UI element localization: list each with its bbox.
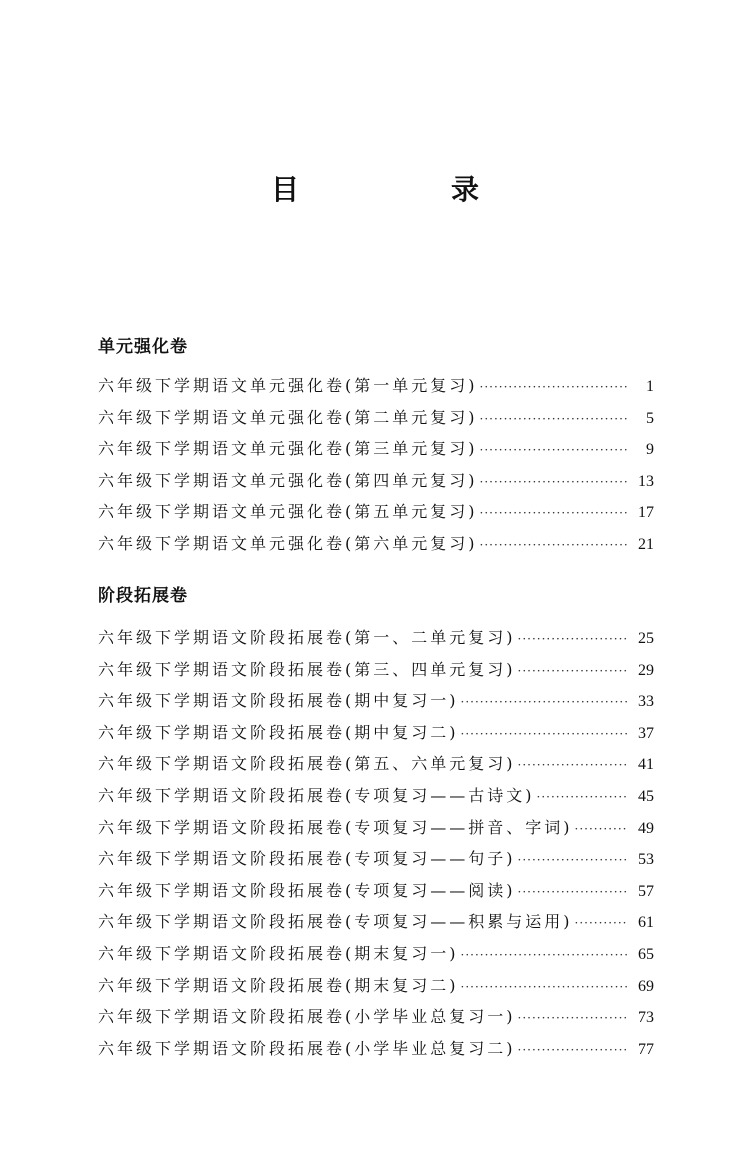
toc-entry-title: 六年级下学期语文阶段拓展卷(专项复习——拼音、字词) <box>98 817 573 837</box>
toc-entry[interactable] <box>98 685 654 717</box>
toc-entry[interactable] <box>98 1001 654 1033</box>
toc-entry[interactable] <box>98 843 654 875</box>
toc-entry-title: 六年级下学期语文单元强化卷(第四单元复习) <box>98 470 478 490</box>
toc-entry-title: 六年级下学期语文单元强化卷(第五单元复习) <box>98 502 478 522</box>
dot-leader <box>480 372 629 404</box>
toc-entry-title: 六年级下学期语文阶段拓展卷(第一、二单元复习) <box>98 628 516 647</box>
dot-leader <box>480 435 629 467</box>
toc-entry-title: 六年级下学期语文阶段拓展卷(专项复习——句子) <box>98 849 516 869</box>
toc-entry-title: 六年级下学期语文单元强化卷(第一单元复习) <box>98 376 478 395</box>
dot-leader <box>575 908 629 940</box>
toc-entry[interactable] <box>98 433 654 465</box>
dot-leader <box>480 404 629 436</box>
toc-entry[interactable] <box>98 780 654 812</box>
toc-entry-title: 六年级下学期语文单元强化卷(第六单元复习) <box>98 533 478 553</box>
section-heading-stage: 阶段拓展卷 <box>98 586 188 606</box>
dot-leader <box>480 530 629 562</box>
toc-entry[interactable] <box>98 748 654 780</box>
toc-entry[interactable] <box>98 370 654 402</box>
toc-entry[interactable] <box>98 717 654 749</box>
toc-entry[interactable] <box>98 465 654 497</box>
section-heading-unit: 单元强化卷 <box>98 337 188 357</box>
toc-entry-page-number: 25 <box>638 630 654 647</box>
dot-leader <box>537 782 629 814</box>
toc-entry-page-number: 29 <box>638 661 654 679</box>
toc-entry-title: 六年级下学期语文阶段拓展卷(专项复习——阅读) <box>98 880 516 900</box>
toc-entry-page-number: 1 <box>646 378 654 395</box>
toc-entry-page-number: 45 <box>638 787 654 805</box>
dot-leader <box>518 624 629 656</box>
toc-entry-page-number: 57 <box>638 882 654 900</box>
toc-entry-title: 六年级下学期语文阶段拓展卷(小学毕业总复习一) <box>98 1007 516 1027</box>
toc-entry-page-number: 61 <box>638 914 654 932</box>
toc-entry[interactable] <box>98 496 654 528</box>
toc-entry-title: 六年级下学期语文阶段拓展卷(专项复习——古诗文) <box>98 785 535 805</box>
toc-entry[interactable] <box>98 970 654 1002</box>
dot-leader <box>518 656 629 688</box>
dot-leader <box>518 1003 629 1035</box>
toc-entry[interactable] <box>98 654 654 686</box>
toc-entry[interactable] <box>98 402 654 434</box>
toc-entry-title: 六年级下学期语文阶段拓展卷(期末复习一) <box>98 943 459 963</box>
dot-leader <box>518 877 629 909</box>
toc-entry[interactable] <box>98 812 654 844</box>
toc-entry-page-number: 33 <box>638 693 654 711</box>
toc-entry-title: 六年级下学期语文阶段拓展卷(期末复习二) <box>98 975 459 995</box>
toc-entry-title: 六年级下学期语文阶段拓展卷(专项复习——积累与运用) <box>98 912 573 932</box>
toc-list-unit <box>98 370 654 560</box>
toc-entry-page-number: 49 <box>638 819 654 837</box>
toc-entry-page-number: 37 <box>638 724 654 742</box>
toc-entry-page-number: 77 <box>638 1040 654 1058</box>
toc-entry-page-number: 13 <box>638 472 654 490</box>
dot-leader <box>461 940 629 972</box>
toc-list-stage <box>98 622 654 1064</box>
dot-leader <box>461 687 629 719</box>
toc-entry-page-number: 41 <box>638 756 654 774</box>
toc-entry-title: 六年级下学期语文阶段拓展卷(期中复习一) <box>98 691 459 711</box>
toc-entry-page-number: 17 <box>638 504 654 522</box>
dot-leader <box>575 814 629 846</box>
toc-entry-page-number: 9 <box>646 441 654 459</box>
toc-entry-page-number: 21 <box>638 535 654 553</box>
dot-leader <box>461 719 629 751</box>
dot-leader <box>518 1035 629 1067</box>
toc-entry-page-number: 5 <box>646 409 654 427</box>
toc-entry[interactable] <box>98 875 654 907</box>
toc-entry-page-number: 53 <box>638 851 654 869</box>
toc-entry-page-number: 73 <box>638 1009 654 1027</box>
toc-entry[interactable] <box>98 938 654 970</box>
dot-leader <box>518 750 629 782</box>
toc-entry-title: 六年级下学期语文单元强化卷(第三单元复习) <box>98 439 478 459</box>
dot-leader <box>480 498 629 530</box>
toc-entry-title: 六年级下学期语文单元强化卷(第二单元复习) <box>98 407 478 427</box>
toc-entry-page-number: 65 <box>638 945 654 963</box>
toc-entry[interactable] <box>98 1033 654 1065</box>
dot-leader <box>480 467 629 499</box>
toc-entry-title: 六年级下学期语文阶段拓展卷(第五、六单元复习) <box>98 754 516 774</box>
dot-leader <box>518 845 629 877</box>
toc-entry[interactable] <box>98 906 654 938</box>
page-title: 目 录 <box>270 173 541 206</box>
toc-entry-title: 六年级下学期语文阶段拓展卷(第三、四单元复习) <box>98 659 516 679</box>
dot-leader <box>461 972 629 1004</box>
toc-entry[interactable] <box>98 528 654 560</box>
toc-entry-page-number: 69 <box>638 977 654 995</box>
toc-entry-title: 六年级下学期语文阶段拓展卷(小学毕业总复习二) <box>98 1038 516 1058</box>
toc-entry-title: 六年级下学期语文阶段拓展卷(期中复习二) <box>98 722 459 742</box>
toc-entry[interactable] <box>98 622 654 654</box>
